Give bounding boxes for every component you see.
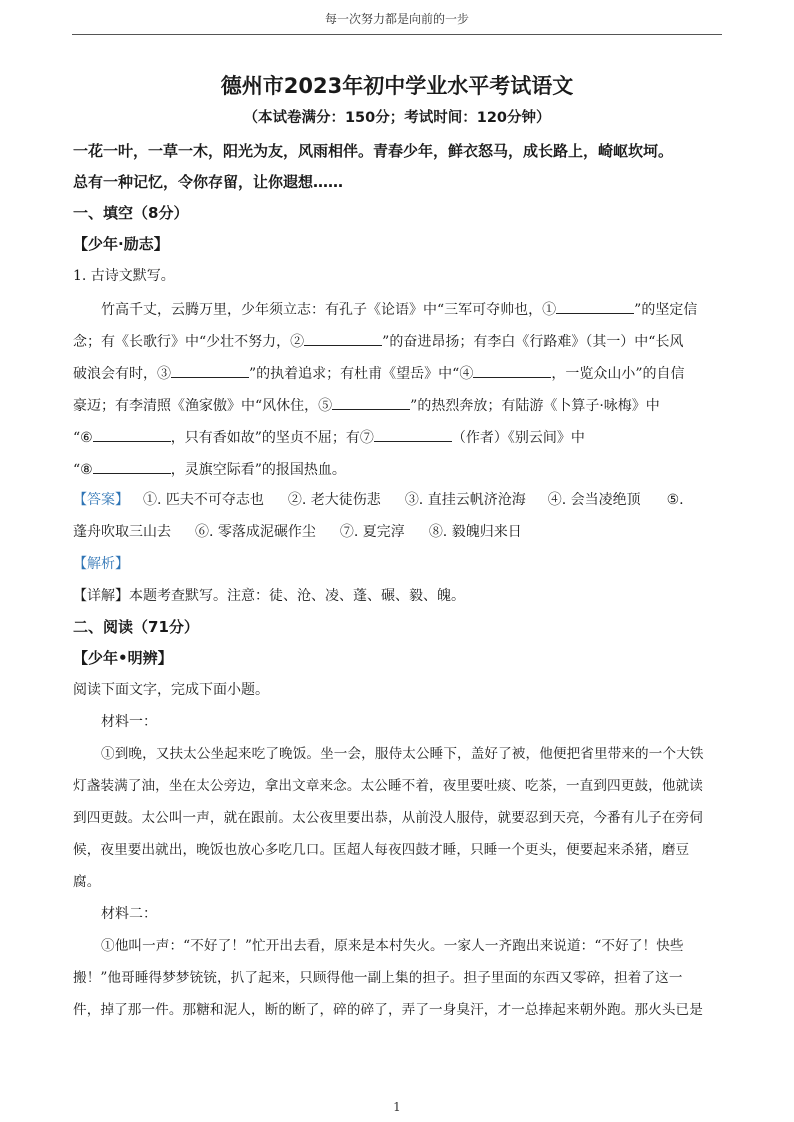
answer-line-1 bbox=[73, 490, 723, 510]
intro-line-1: 一花一叶，一草一木，阳光为友，风雨相伴。青春少年，鲜衣怒马，成长路上，崎岖坎坷。 bbox=[73, 142, 674, 160]
text-segment: “⑧ bbox=[73, 462, 93, 478]
page-header: 每一次努力都是向前的一步 bbox=[324, 12, 469, 26]
fill-blank-1 bbox=[556, 298, 634, 314]
question-1-label: 1. 古诗文默写。 bbox=[73, 268, 175, 284]
answer-label: 【答案】 bbox=[73, 492, 129, 508]
answer-item: ⑥. 零落成泥碾作尘 bbox=[195, 524, 316, 540]
fill-blank-5 bbox=[332, 394, 410, 410]
page-number: 1 bbox=[393, 1100, 401, 1114]
text-segment: 念；有《长歌行》中“少壮不努力，② bbox=[73, 334, 305, 350]
answer-item: ④. 会当凌绝顶 bbox=[547, 492, 641, 508]
answer-item: ①. 匹夫不可夺志也 bbox=[143, 492, 264, 508]
material-2-label: 材料二： bbox=[101, 906, 157, 922]
poem-line-1 bbox=[101, 298, 723, 320]
analysis-label: 【解析】 bbox=[73, 556, 129, 572]
section-heading-reading: 二、阅读（71分） bbox=[73, 618, 199, 636]
fill-blank-7 bbox=[374, 426, 452, 442]
text-segment: ，灵旗空际看”的报国热血。 bbox=[170, 462, 346, 478]
section-tag-inspire: 【少年·励志】 bbox=[73, 235, 169, 253]
poem-line-5 bbox=[73, 426, 723, 448]
answer-line-2 bbox=[73, 522, 723, 542]
section-heading-fill: 一、填空（8分） bbox=[73, 204, 189, 222]
answer-item: ⑧. 毅魄归来日 bbox=[428, 524, 522, 540]
answer-item: ③. 直挂云帆济沧海 bbox=[404, 492, 526, 508]
reading-instruction: 阅读下面文字，完成下面小题。 bbox=[73, 682, 269, 698]
answer-item: ②. 老大徒伤悲 bbox=[287, 492, 381, 508]
detail-explanation: 【详解】本题考查默写。注意：徒、沧、凌、蓬、碾、毅、魄。 bbox=[73, 588, 465, 604]
poem-line-6 bbox=[73, 458, 723, 480]
text-segment: “⑥ bbox=[73, 430, 93, 446]
fill-blank-8 bbox=[93, 458, 171, 474]
material-2-line: ①他叫一声：“不好了！”忙开出去看，原来是本村失火。一家人一齐跑出来说道：“不好了！快些 bbox=[101, 938, 684, 954]
text-segment: ”的坚定信 bbox=[634, 302, 698, 318]
fill-blank-2 bbox=[304, 330, 382, 346]
exam-subtitle: （本试卷满分：150分；考试时间：120分钟） bbox=[243, 110, 551, 126]
answer-item: ⑦. 夏完淳 bbox=[339, 524, 405, 540]
text-segment: 竹高千丈，云腾万里，少年须立志：有孔子《论语》中“三军可夺帅也，① bbox=[101, 302, 557, 318]
text-segment: 豪迈；有李清照《渔家傲》中“风休住，⑤ bbox=[73, 398, 333, 414]
fill-blank-6 bbox=[93, 426, 171, 442]
text-segment: ”的热烈奔放；有陆游《卜算子·咏梅》中 bbox=[410, 398, 660, 414]
fill-blank-3 bbox=[171, 362, 249, 378]
answer-item: ⑤. bbox=[666, 492, 684, 508]
fill-blank-4 bbox=[473, 362, 551, 378]
material-2-line: 搬！”他哥睡得梦梦铳铳，扒了起来，只顾得他一副上集的担子。担子里面的东西又零碎，担着了这一 bbox=[73, 970, 683, 986]
material-1-label: 材料一： bbox=[101, 714, 157, 730]
poem-line-2 bbox=[73, 330, 723, 352]
material-1-line: 灯盏装满了油，坐在太公旁边，拿出文章来念。太公睡不着，夜里要吐痰、吃茶，一直到四更鼓，他就读 bbox=[73, 778, 703, 794]
answer-item: 蓬舟吹取三山去 bbox=[73, 524, 171, 540]
text-segment: ”的执着追求；有杜甫《望岳》中“④ bbox=[249, 366, 474, 382]
material-1-line: 候，夜里要出就出，晚饭也放心多吃几口。匡超人每夜四鼓才睡，只睡一个更头，便要起来杀猪，磨豆 bbox=[73, 842, 690, 858]
intro-line-2: 总有一种记忆，令你存留，让你遐想…… bbox=[73, 173, 344, 191]
poem-line-4 bbox=[73, 394, 723, 416]
poem-line-3 bbox=[73, 362, 723, 384]
material-2-line: 件，掉了那一件。那糖和泥人，断的断了，碎的碎了，弄了一身臭汗，才一总捧起来朝外跑。那火头已是 bbox=[73, 1002, 703, 1018]
material-1-line: 到四更鼓。太公叫一声，就在跟前。太公夜里要出恭，从前没人服侍，就要忍到天亮，今番有儿子在旁伺 bbox=[73, 810, 703, 826]
material-1-line: 腐。 bbox=[73, 874, 101, 890]
text-segment: ”的奋进昂扬；有李白《行路难》（其一）中“长风 bbox=[382, 334, 684, 350]
material-1-line: ①到晚，又扶太公坐起来吃了晚饭。坐一会，服侍太公睡下，盖好了被，他便把省里带来的一个大铁 bbox=[101, 746, 704, 762]
text-segment: ，一览众山小”的自信 bbox=[551, 366, 685, 382]
section-tag-discern: 【少年•明辨】 bbox=[73, 649, 173, 667]
text-segment: 破浪会有时，③ bbox=[73, 366, 171, 382]
text-segment: ，只有香如故”的坚贞不屈；有⑦ bbox=[170, 430, 374, 446]
exam-title: 德州市2023年初中学业水平考试语文 bbox=[220, 74, 574, 98]
text-segment: （作者）《别云间》中 bbox=[451, 430, 585, 446]
header-divider bbox=[72, 34, 722, 35]
